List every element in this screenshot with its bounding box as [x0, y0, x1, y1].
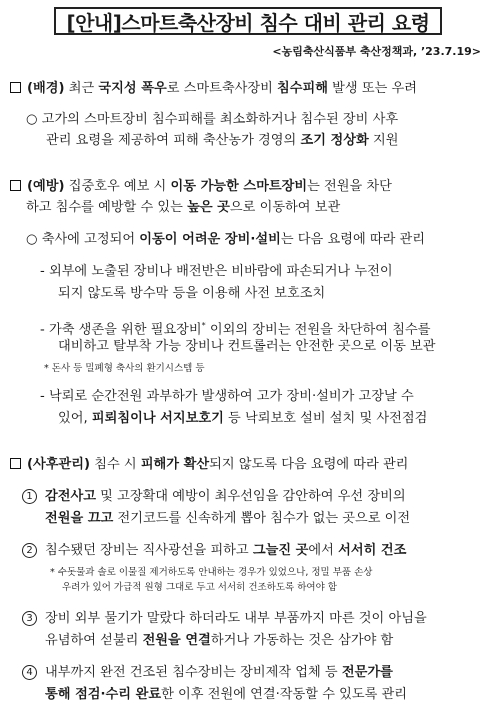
source-line: <농림축산식품부 축산정책과, ’23.7.19> — [272, 45, 481, 58]
aftercare-item-2-note-1: * 수돗물과 솔로 이물질 제거하도록 안내하는 경우가 있었으나, 정밀 부품 손상 — [50, 567, 373, 578]
aftercare-item-3-cont: 유념하여 섣불리 전원을 연결하거나 가동하는 것은 삼가야 함 — [45, 633, 394, 648]
circled-number-4: 4 — [22, 665, 37, 680]
aftercare-item-4-cont: 통해 점검·수리 완료한 이후 전원에 연결·작동할 수 있도록 관리 — [45, 687, 408, 702]
circled-number-2: 2 — [22, 543, 37, 558]
prevention-line-8: - 낙뢰로 순간전원 과부하가 발생하여 고가 장비·설비가 고장날 수 — [40, 389, 414, 404]
background-line-2: ○ 고가의 스마트장비 침수피해를 최소화하거나 침수된 장비 사후 — [26, 112, 399, 127]
checkbox-square-icon — [10, 180, 21, 191]
prevention-line-7: 대비하고 탈부착 가능 장비나 컨트롤러는 안전한 곳으로 이동 보관 — [58, 339, 436, 354]
background-heading-line: (배경) 최근 국지성 폭우로 스마트축사장비 침수피해 발생 또는 우려 — [10, 79, 417, 99]
prevention-line-5: 되지 않도록 방수막 등을 이용해 사전 보호조치 — [58, 286, 326, 301]
aftercare-item-4: 4 내부까지 완전 건조된 침수장비는 장비제작 업체 등 전문가를 — [22, 663, 393, 683]
circled-number-1: 1 — [22, 489, 37, 504]
prevention-line-4: - 외부에 노출된 장비나 배전반은 비바람에 파손되거나 누전이 — [40, 264, 393, 279]
aftercare-heading-line: (사후관리) 침수 시 피해가 확산되지 않도록 다음 요령에 따라 관리 — [10, 455, 408, 475]
checkbox-square-icon — [10, 82, 21, 93]
circled-number-3: 3 — [22, 611, 37, 626]
prevention-footnote: * 돈사 등 밀폐형 축사의 환기시스템 등 — [44, 363, 205, 374]
aftercare-item-2: 2 침수됐던 장비는 직사광선을 피하고 그늘진 곳에서 서서히 건조 — [22, 541, 406, 561]
prevention-line-9: 있어, 피뢰침이나 서지보호기 등 낙뢰보호 설비 설치 및 사전점검 — [58, 411, 428, 426]
aftercare-item-2-note-2: 우려가 있어 가급적 원형 그대로 두고 서서히 건조하도록 하여야 함 — [62, 582, 337, 593]
prevention-heading-line: (예방) 집중호우 예보 시 이동 가능한 스마트장비는 전원을 차단 — [10, 177, 392, 197]
aftercare-item-1: 1 감전사고 및 고장확대 예방이 최우선임을 감안하여 우선 장비의 — [22, 487, 406, 507]
prevention-line-6: - 가축 생존을 위한 필요장비* 이외의 장비는 전원을 차단하여 침수를 — [40, 321, 431, 338]
document-title: [안내]스마트축산장비 침수 대비 관리 요령 — [54, 7, 442, 35]
aftercare-item-1-cont: 전원을 끄고 전기코드를 신속하게 뽑아 침수가 없는 곳으로 이전 — [45, 511, 411, 526]
prevention-line-3: ○ 축사에 고정되어 이동이 어려운 장비·설비는 다음 요령에 따라 관리 — [26, 232, 426, 247]
checkbox-square-icon — [10, 458, 21, 469]
aftercare-item-3: 3 장비 외부 물기가 말랐다 하더라도 내부 부품까지 마른 것이 아님을 — [22, 609, 427, 629]
prevention-line-2: 하고 침수를 예방할 수 있는 높은 곳으로 이동하여 보관 — [26, 200, 341, 215]
background-line-3: 관리 요령을 제공하여 피해 축산농가 경영의 조기 정상화 지원 — [46, 133, 399, 148]
